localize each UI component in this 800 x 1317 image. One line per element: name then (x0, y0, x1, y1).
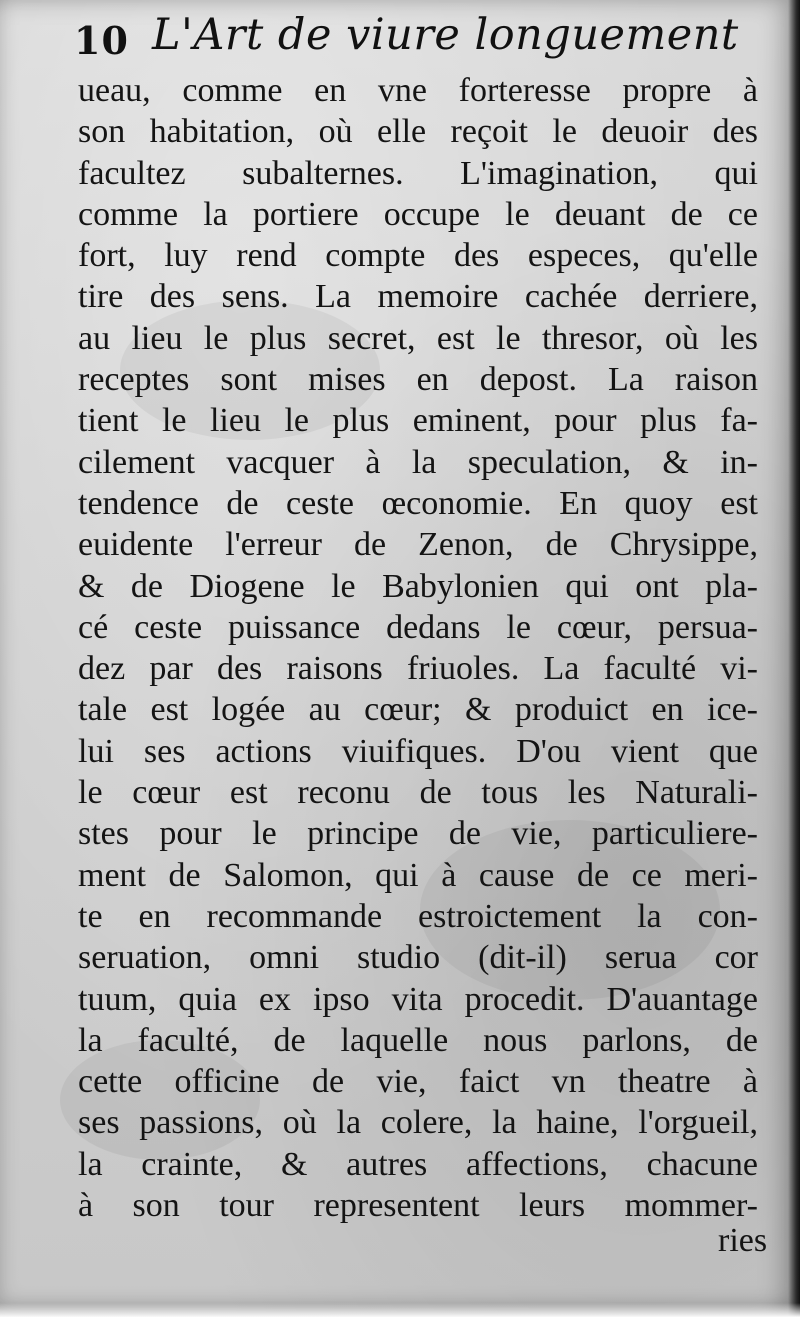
catchword: ries (718, 1222, 768, 1259)
text-line: te en recommande estroictement la con- (78, 897, 758, 935)
body-text (78, 70, 758, 1226)
text-line: dez par des raisons friuoles. La faculté vi- (78, 650, 758, 688)
text-line: receptes sont mises en depost. La raison (78, 361, 758, 399)
text-line: tient le lieu le plus eminent, pour plus fa- (78, 402, 758, 440)
text-line: & de Diogene le Babylonien qui ont pla- (78, 567, 758, 605)
running-title: L'Art de viure longuement (152, 10, 739, 60)
text-line: seruation, omni studio (dit-il) serua cor (78, 939, 758, 977)
text-line: au lieu le plus secret, est le thresor, où les (78, 319, 758, 357)
text-line: stes pour le principe de vie, particuliere- (78, 815, 758, 853)
page-header (74, 10, 774, 68)
text-line: cette officine de vie, faict vn theatre à (78, 1063, 758, 1101)
text-line: comme la portiere occupe le deuant de ce (78, 195, 758, 233)
page-edge-shadow (788, 0, 800, 1317)
text-line: tale est logée au cœur; & produict en ice- (78, 691, 758, 729)
text-line: fort, luy rend compte des especes, qu'elle (78, 237, 758, 275)
text-line: à son tour representent leurs mommer- (78, 1187, 758, 1225)
text-line: lui ses actions viuifiques. D'ou vient que (78, 732, 758, 770)
text-line: la faculté, de laquelle nous parlons, de (78, 1021, 758, 1059)
text-line: tuum, quia ex ipso vita procedit. D'auantage (78, 980, 758, 1018)
text-line: cilement vacquer à la speculation, & in- (78, 443, 758, 481)
text-line: tire des sens. La memoire cachée derriere, (78, 278, 758, 316)
text-line: la crainte, & autres affections, chacune (78, 1145, 758, 1183)
text-line: ses passions, où la colere, la haine, l'orgueil, (78, 1104, 758, 1142)
text-line: ment de Salomon, qui à cause de ce meri- (78, 856, 758, 894)
text-line: son habitation, où elle reçoit le deuoir des (78, 113, 758, 151)
page-bottom-edge (0, 1303, 800, 1317)
text-line: cé ceste puissance dedans le cœur, persua- (78, 608, 758, 646)
page-number: 10 (74, 18, 129, 63)
text-line: le cœur est reconu de tous les Naturali- (78, 774, 758, 812)
text-line: facultez subalternes. L'imagination, qui (78, 154, 758, 192)
text-line: ueau, comme en vne forteresse propre à (78, 72, 758, 109)
text-line: euidente l'erreur de Zenon, de Chrysippe, (78, 526, 758, 564)
text-line: tendence de ceste œconomie. En quoy est (78, 484, 758, 522)
